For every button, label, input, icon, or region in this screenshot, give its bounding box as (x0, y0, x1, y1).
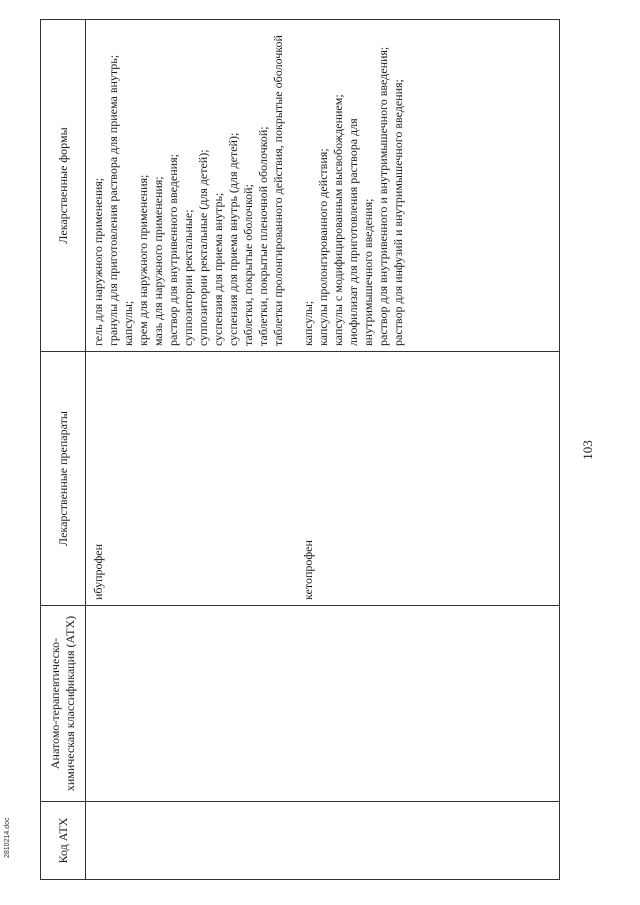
dosage-form-item: гель для наружного применения; (91, 177, 105, 346)
dosage-form-item: раствор для внутривенного введения; (166, 154, 180, 346)
dosage-form-item: суппозитории ректальные; (181, 209, 195, 346)
dosage-form-item: крем для наружного применения; (136, 174, 150, 346)
dosage-form-item: суспензия для приема внутрь (для детей); (226, 132, 240, 346)
dosage-form-item: таблетки, покрытые пленочной оболочкой; (256, 126, 270, 346)
dosage-form-item: таблетки пролонгированного действия, покрытые оболочкой (271, 35, 285, 346)
cell-drug: ибупрофен (86, 352, 297, 606)
cell-drug: кетопрофен (296, 352, 416, 606)
cell-forms (296, 20, 416, 352)
header-atc-code: Код АТХ (41, 802, 86, 880)
dosage-form-item: мазь для наружного применения; (151, 176, 165, 346)
table-filler-row (416, 20, 560, 880)
header-drugs: Лекарственные препараты (41, 352, 86, 606)
dosage-form-item: суспензия для приема внутрь; (211, 192, 225, 346)
dosage-form-item: таблетки, покрытые оболочкой; (241, 184, 255, 346)
dosage-form-item: раствор для внутривенного и внутримышечного введения; (376, 46, 390, 346)
cell-forms (86, 20, 297, 352)
dosage-form-item: суппозитории ректальные (для детей); (196, 149, 210, 346)
rotated-page (40, 20, 620, 880)
dosage-form-item: капсулы пролонгированного действия; (316, 148, 330, 346)
dosage-form-list (91, 25, 286, 346)
dosage-form-item: капсулы; (121, 300, 135, 346)
dosage-form-item: раствор для инфузий и внутримышечного введения; (391, 79, 405, 346)
cell-code (86, 802, 297, 880)
table-row (86, 20, 297, 880)
cell-code (296, 802, 416, 880)
dosage-form-item: гранулы для приготовления раствора для приема внутрь; (106, 54, 120, 346)
page-number: 103 (580, 440, 595, 460)
header-dosage-forms: Лекарственные формы (41, 20, 86, 352)
dosage-form-list (301, 25, 406, 346)
cell-classification (296, 606, 416, 802)
dosage-form-item: капсулы; (301, 300, 315, 346)
dosage-form-item: капсулы с модифицированным высвобождением; (331, 94, 345, 346)
document-id: 2810214.doc (4, 817, 11, 858)
table-header-row (41, 20, 86, 880)
dosage-form-item: лиофилизат для приготовления раствора для внутримышечного введения; (346, 118, 375, 346)
table-row (296, 20, 416, 880)
cell-classification (86, 606, 297, 802)
drug-table (40, 19, 560, 880)
header-atc-classification: Анатомо-терапевтическо-химическая классификация (АТХ) (41, 606, 86, 802)
